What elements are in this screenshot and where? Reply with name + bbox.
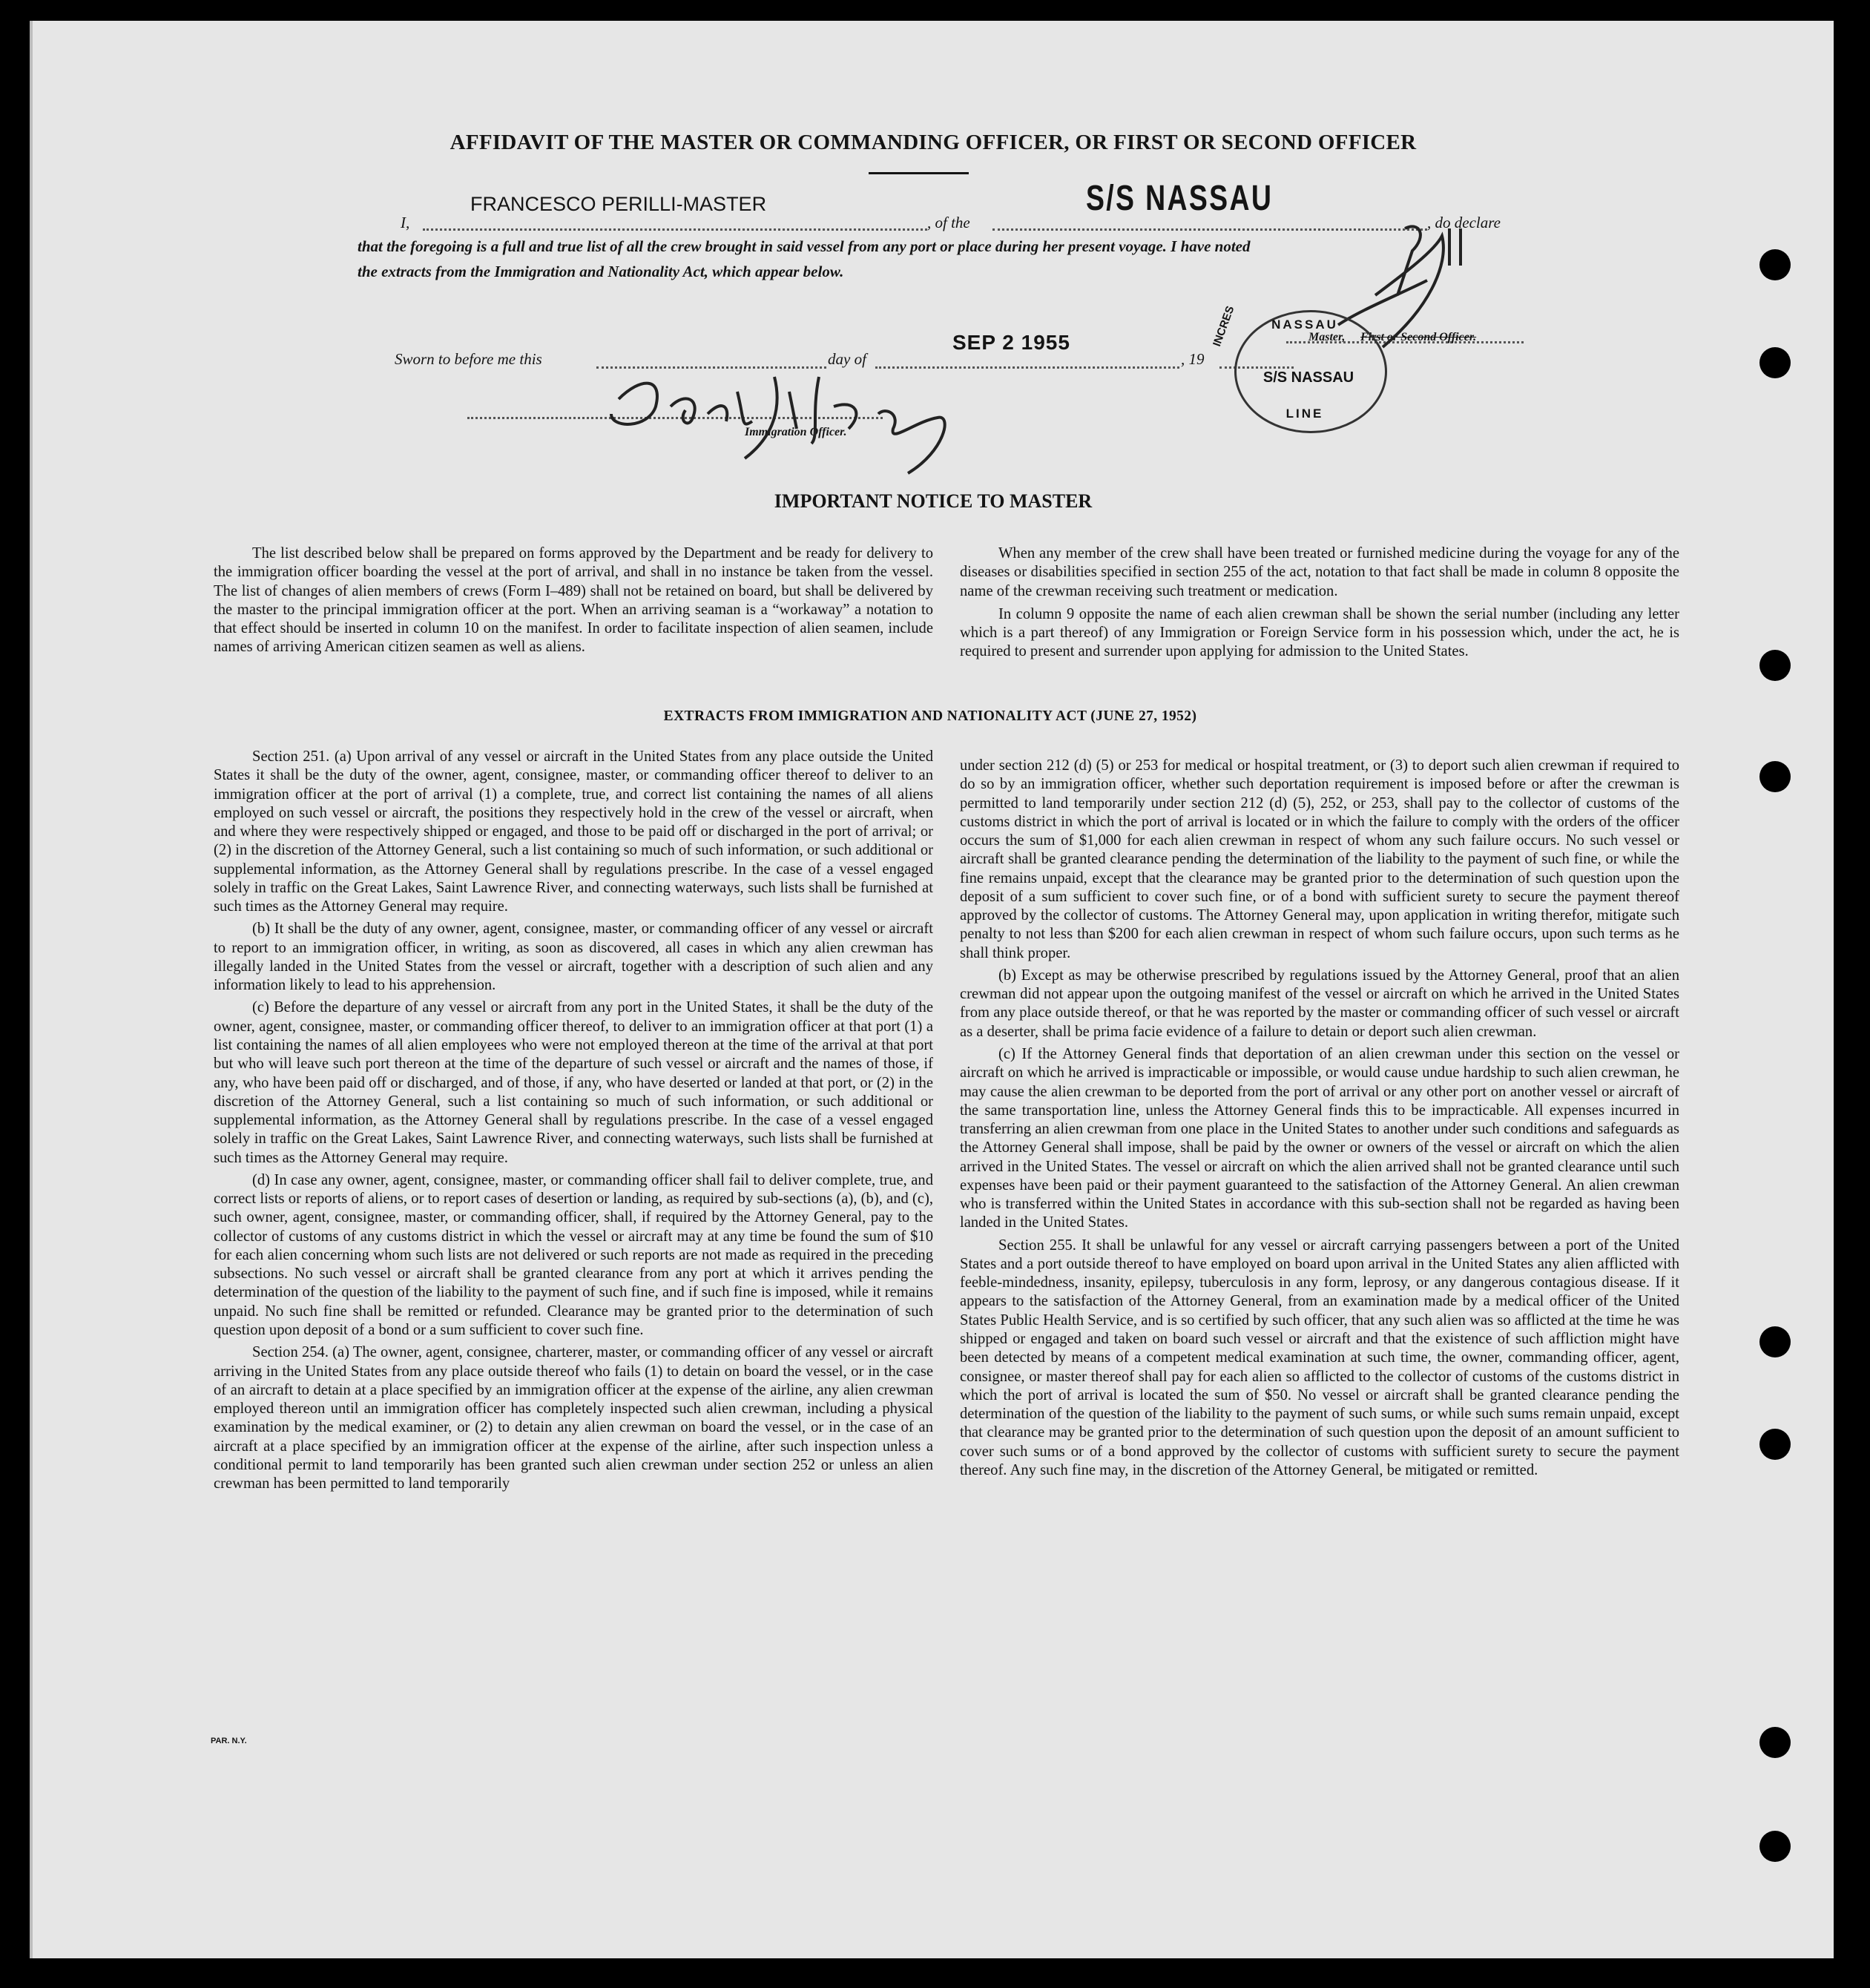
- section-251d: (d) In case any owner, agent, consignee, master, or commanding officer shall fail to deliver complete, true, and correct lists or reports of aliens, or to report cases of desertion or landing, as required by sub-sections (a), (b), and (c), such owner, agent, consignee, master, or commanding officer, shall, if required by the Attorney General, pay to the collector of customs of any customs district in which the vessel or aircraft may at any time be found the sum of $10 for each alien concerning whom such lists are not delivered or such reports are not made as required in the preceding subsections. No such vessel or aircraft shall be granted clearance from any port at which it arrives pending the determination of the question of the liability to the payment of such fine, and if such fine is imposed, while it remains unpaid. No such fine shall be remitted or refunded. Clearance may be granted prior to the determination of such question upon deposit of a bond or a sum sufficient to cover such fine.: [214, 1171, 933, 1338]
- section-254c: (c) If the Attorney General finds that deportation of an alien crewman under this section on the vessel or aircraft on which he arrived is impracticable or impossible, or would cause undue hardship to such alien crewman, he may cause the alien crewman to be deported from the port of arrival or any other port on another vessel or aircraft of the same transportation line, unless the Attorney General finds this to be impracticable. All expenses incurred in transferring an alien crewman from one place in the United States to another under such conditions and safeguards as the Attorney General shall impose, shall be paid by the owner or owners of the vessel or aircraft on which the alien arrived in the United States. The vessel or aircraft on which the alien arrived shall not be granted clearance until such expenses have been paid or their payment guaranteed to the satisfaction of the Attorney General. An alien crewman who is transferred within the United States in accordance with this sub-section shall not be regarded as having been landed in the United States.: [960, 1045, 1679, 1231]
- section-254a: Section 254. (a) The owner, agent, consignee, charterer, master, or commanding officer of any vessel or aircraft arriving in the United States from any place outside thereof who fails (1) to detain on board the vessel, or in the case of an aircraft to detain at a place specified by an immigration officer at the expense of the airline, any alien crewman employed thereon until an immigration officer has completely inspected such alien crewman, including a physical examination by the medical examiner, or (2) to detain any alien crewman on board the vessel, or in the case of an aircraft at a place specified by an immigration officer at the expense of the airline, after such inspection unless a conditional permit to land temporarily has been granted such alien crewman under section 252 or unless an alien crewman has been permitted to land temporarily: [214, 1344, 933, 1492]
- extracts-title: EXTRACTS FROM IMMIGRATION AND NATIONALITY ACT (JUNE 27, 1952): [663, 708, 1197, 724]
- master-name: FRANCESCO PERILLI-MASTER: [470, 193, 767, 215]
- immigration-officer-signature: [596, 347, 1012, 481]
- document-page: [30, 21, 1834, 1958]
- punch-hole: [1759, 1429, 1791, 1460]
- i-label: I,: [401, 214, 410, 231]
- stamp-left-text: INCRES: [1211, 304, 1237, 349]
- punch-hole: [1759, 1831, 1791, 1862]
- of-the-label: , of the: [927, 214, 970, 231]
- punch-hole: [1759, 1727, 1791, 1758]
- title-rule: [869, 172, 969, 174]
- sworn-date: SEP 2 1955: [952, 331, 1070, 354]
- printer-mark: PAR. N.Y.: [211, 1737, 247, 1745]
- day-of-label: day of: [828, 350, 866, 368]
- section-251b: (b) It shall be the duty of any owner, agent, consignee, master, or commanding officer of any vessel or aircraft to report to an immigration officer, in writing, as soon as discovered, all cases in which any alien crewman has illegally landed in the United States from the vessel or aircraft, together with a description of such alien and any information likely to lead to his apprehension.: [214, 921, 933, 994]
- notice-title: IMPORTANT NOTICE TO MASTER: [774, 490, 1093, 512]
- extracts-right-column: [960, 757, 1679, 1480]
- declare-label: , do declare: [1427, 214, 1501, 231]
- officer-role-struck: First or Second Officer.: [1360, 331, 1477, 343]
- punch-hole: [1759, 1326, 1791, 1357]
- section-251a: Section 251. (a) Upon arrival of any vessel or aircraft in the United States from any place outside the United States it shall be the duty of the owner, agent, consignee, master, or commanding officer thereof to deliver to an immigration officer at the port of arrival (1) a complete, true, and correct list containing the names of all aliens employed on such vessel or aircraft, the positions they respectively hold in the crew of the vessel or aircraft, when and where they were respectively shipped or engaged, and those to be paid off or discharged in the port of arrival; or (2) in the discretion of the Attorney General, such a list containing so much of such information, or such additional or supplemental information, as the Attorney General shall by regulations prescribe. In the case of a vessel engaged solely in traffic on the Great Lakes, Saint Lawrence River, and connecting waterways, such lists shall be furnished at such times as the Attorney General may require.: [214, 748, 933, 915]
- vessel-name: S/S NASSAU: [1086, 179, 1274, 218]
- notice-right-column: [960, 544, 1679, 662]
- section-251c: (c) Before the departure of any vessel or aircraft from any port in the United States, it shall be the duty of the owner, agent, consignee, master, or commanding officer thereof, to deliver to an immigration officer at that port (1) a list containing the names of all alien employees who were not employed thereon at the time of the arrival at that port but who will leave such port thereon at the time of the departure of such vessel or aircraft and the names of those, if any, who have been paid off or discharged, and of those, if any, who have deserted or landed at that port, or (2) in the discretion of the Attorney General, such a list containing so much of such information, or such additional or supplemental information, as the Attorney General shall by regulations prescribe. In the case of a vessel engaged solely in traffic on the Great Lakes, Saint Lawrence River, and connecting waterways, such lists shall be furnished at such times as the Attorney General may require.: [214, 999, 933, 1166]
- notice-left-column: [214, 544, 933, 657]
- notice-right-paragraph-2: In column 9 opposite the name of each alien crewman shall be shown the serial number (including any letter which is a part thereof) of any Immigration or Foreign Service form in his possession which, under the act, he is required to present and surrender upon applying for admission to the United States.: [960, 605, 1679, 660]
- punch-hole: [1759, 761, 1791, 792]
- stamp-middle-text: S/S NASSAU: [1262, 369, 1354, 386]
- sworn-label: Sworn to before me this: [395, 350, 542, 368]
- stamp-bottom-text: LINE: [1285, 407, 1324, 421]
- section-254b: (b) Except as may be otherwise prescribed by regulations issued by the Attorney General, proof that an alien crewman did not appear upon the outgoing manifest of the vessel or aircraft on which he arrived in the United States from any place outside thereof, or that he was reported by the master or commanding officer of such vessel or aircraft as a deserter, shall be prima facie evidence of a failure to detain or deport such alien crewman.: [960, 967, 1679, 1040]
- notice-right-paragraph-1: When any member of the crew shall have been treated or furnished medicine during the voyage for any of the diseases or disabilities specified in section 255 of the act, notation to that fact shall be made in column 8 opposite the name of the crewman receiving such treatment or medication.: [960, 545, 1679, 599]
- extracts-left-column: [214, 748, 933, 1493]
- affidavit-title: AFFIDAVIT OF THE MASTER OR COMMANDING OFFICER, OR FIRST OR SECOND OFFICER: [450, 131, 1417, 154]
- stamp-top-text: NASSAU: [1271, 317, 1338, 332]
- notice-left-paragraph: The list described below shall be prepared on forms approved by the Department and be ready for delivery to the immigration officer boarding the vessel at the port of arrival, and shall in no instance be taken from the vessel. The list of changes of alien members of crews (Form I–489) shall not be retained on board, but shall be delivered by the master to the principal immigration officer at the port. When an arriving seaman is a “workaway” a notation to that effect should be inserted in column 10 on the manifest. In order to facilitate inspection of alien seamen, include names of arriving American citizen seamen as well as aliens.: [214, 545, 933, 656]
- punch-hole: [1759, 650, 1791, 681]
- punch-hole: [1759, 249, 1791, 280]
- year-label: , 19: [1181, 350, 1205, 368]
- statement-line-1: that the foregoing is a full and true list of all the crew brought in said vessel from any port or place during her present voyage. I have noted: [358, 237, 1251, 255]
- officer-role-label: Master,: [1308, 331, 1346, 343]
- immigration-officer-label: Immigration Officer.: [745, 426, 847, 438]
- punch-hole: [1759, 347, 1791, 378]
- section-254a-continued: under section 212 (d) (5) or 253 for medical or hospital treatment, or (3) to deport such alien crewman if required to do so by an immigration officer, whether such deportation requirement is imposed before or after the crewman is permitted to land temporarily under section 212 (d) (5), 252, or 253, shall pay to the collector of customs of the customs district in which the port of arrival is located or in which the failure to comply with the orders of the officer occurs the sum of $1,000 for each alien crewman in respect of whom any such failure occurs. No such vessel or aircraft shall be granted clearance pending the determination of the liability to the payment of such fine, or while the fine remains unpaid, except that the clearance may be granted prior to the determination of such question upon the deposit of a sum sufficient to cover such fine, or of a bond with sufficient surety to secure the payment thereof approved by the collector of customs. The Attorney General may, upon application in writing therefor, mitigate such penalty to not less than $200 for each alien crewman in respect of whom such failure occurs, upon such terms as he shall think proper.: [960, 757, 1679, 961]
- statement-line-2: the extracts from the Immigration and Nationality Act, which appear below.: [358, 263, 844, 280]
- section-255: Section 255. It shall be unlawful for any vessel or aircraft carrying passengers between a port of the United States and a port outside thereof to have employed on board upon arrival in the United States any alien afflicted with feeble-mindedness, insanity, epilepsy, tuberculosis in any form, leprosy, or any dangerous contagious disease. If it appears to the satisfaction of the Attorney General, from an examination made by a medical officer of the United States Public Health Service, and is so certified by such officer, that any such alien was so afflicted at the time he was shipped or engaged and taken on board such vessel or aircraft and that the existence of such affliction might have been detected by means of a competent medical examination at such time, the owner, commanding officer, agent, consignee, or master thereof shall pay for each alien so afflicted to the collector of customs of the customs district in which the port of arrival is located the sum of $50. No vessel or aircraft shall be granted clearance pending the determination of the question of the liability to the payment of such sums, or while such sums remain unpaid, except that clearance may be granted prior to the determination of such question upon the deposit of an amount sufficient to cover such sums or of a bond approved by the collector of customs with sufficient surety to secure the payment thereof. Any such fine may, in the discretion of the Attorney General, be mitigated or remitted.: [960, 1237, 1679, 1478]
